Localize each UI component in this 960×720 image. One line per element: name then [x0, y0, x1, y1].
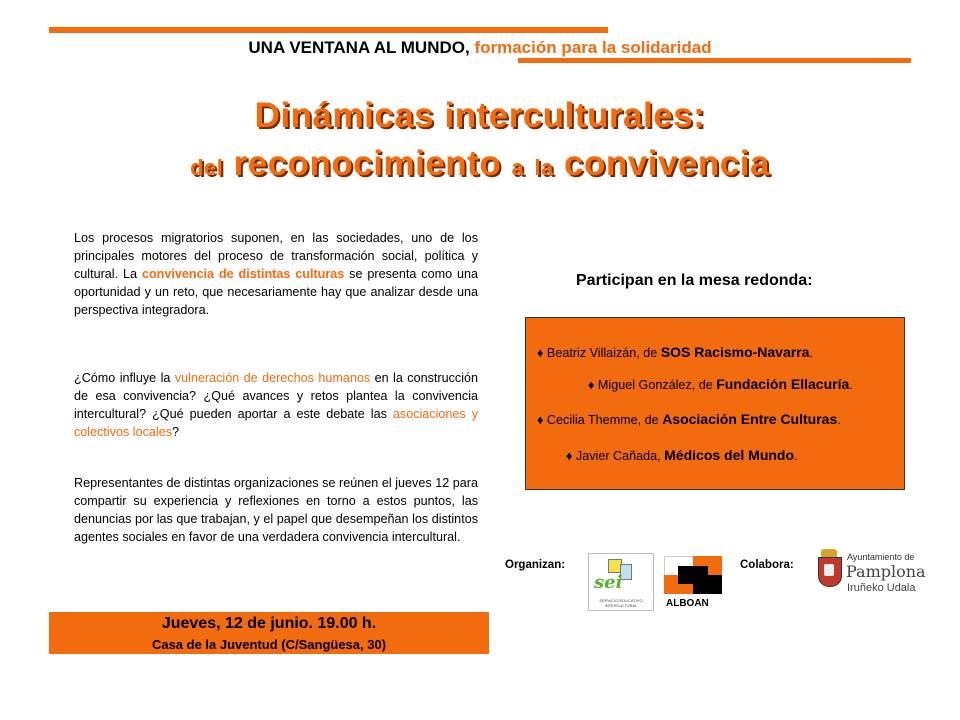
- p2-highlight-associations: asociaciones y colectivos locales: [74, 407, 478, 439]
- round-table-heading: Participan en la mesa redonda:: [576, 272, 813, 289]
- subtitle-word-reconocimiento: reconocimiento: [233, 144, 502, 183]
- participant-name: ♦ Javier Cañada,: [566, 449, 665, 463]
- subtitle-word-la: la: [534, 155, 554, 180]
- round-table-box: [525, 317, 905, 490]
- questions-paragraph: [74, 369, 478, 441]
- pamplona-line2: Pamplona: [846, 562, 926, 581]
- participant-org: SOS Racismo-Navarra: [660, 344, 810, 360]
- participant-name: ♦ Cecilia Themme, de: [537, 413, 663, 427]
- participant-item: [588, 376, 853, 392]
- p2-text-c: ?: [172, 425, 180, 439]
- collaborator-label: Colabora:: [740, 559, 794, 571]
- pamplona-line3: Iruñeko Udala: [847, 582, 916, 594]
- p1-text-a: Los procesos migratorios suponen, en las sociedades, uno de los principales motores del proceso de transformación social, política y cultural. La: [74, 231, 478, 281]
- pamplona-line1: Ayuntamiento de: [847, 552, 915, 562]
- alboan-logo: [664, 556, 722, 594]
- event-date: Jueves, 12 de junio. 19.00 h.: [161, 615, 377, 632]
- organizers-label: Organizan:: [505, 559, 566, 571]
- sei-logo-text: sei: [594, 572, 623, 593]
- p2-highlight-rights: vulneración de derechos humanos: [174, 371, 371, 385]
- participant-item: [537, 411, 841, 427]
- subtitle-word-del: del: [190, 155, 224, 180]
- participant-org: Médicos del Mundo: [664, 447, 795, 463]
- participant-org: Asociación Entre Culturas: [662, 411, 838, 427]
- participant-suffix: .: [837, 413, 841, 427]
- intro-paragraph: [74, 229, 478, 319]
- participant-suffix: .: [794, 449, 798, 463]
- alboan-logo-text: ALBOAN: [666, 598, 709, 609]
- top-rule-left: [49, 27, 608, 33]
- event-venue: Casa de la Juventud (C/Sangüesa, 30): [151, 637, 387, 652]
- p1-text-b: se presenta como una oportunidad y un reto, que necesariamente hay que analizar desde una perspectiva integradora.: [74, 267, 479, 317]
- series-name: UNA VENTANA AL MUNDO,: [248, 38, 470, 57]
- event-paragraph: Representantes de distintas organizaciones se reúnen el jueves 12 para compartir su experiencia y reflexiones en torno a estos puntos, las denuncias por las que trabajan, y el papel que desempeñan los distintos agentes sociales en favor de una verdadera convivencia intercultural.: [74, 476, 478, 544]
- participant-org: Fundación Ellacuría: [716, 376, 850, 392]
- participant-suffix: .: [849, 378, 853, 392]
- event-info-box: [49, 612, 489, 654]
- page-subtitle: [0, 144, 960, 184]
- participant-name: ♦ Miguel González, de: [588, 378, 717, 392]
- participant-item: [537, 344, 813, 360]
- p2-text-a: ¿Cómo influye la: [74, 371, 175, 385]
- p2-text-b: en la construcción de esa convivencia? ¿Qué avances y retos plantea la convivencia intercultural? ¿Qué pueden aportar a este debate las: [74, 371, 478, 421]
- subtitle-word-a: a: [511, 155, 525, 180]
- subtitle-word-convivencia: convivencia: [564, 144, 770, 183]
- sei-logo: [588, 553, 654, 611]
- participant-suffix: .: [809, 346, 813, 360]
- participant-name: ♦ Beatriz Villaizán, de: [537, 346, 661, 360]
- pamplona-crest-icon: [815, 549, 843, 591]
- series-header: [0, 38, 960, 58]
- series-subtitle: formación para la solidaridad: [474, 38, 712, 57]
- top-rule-right: [518, 58, 911, 63]
- sei-logo-caption: SERVICIO EDUCATIVO INTERCULTURAL: [599, 598, 643, 608]
- page-title: Dinámicas interculturales:: [254, 96, 706, 135]
- p1-highlight: convivencia de distintas culturas: [141, 267, 345, 281]
- participant-item: [566, 447, 798, 463]
